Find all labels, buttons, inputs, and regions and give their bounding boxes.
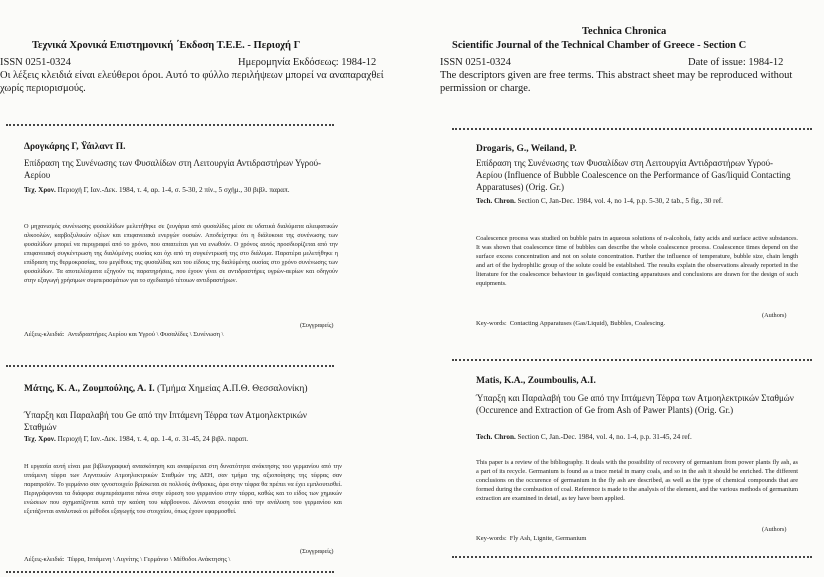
keywords-label: Λέξεις-κλειδιά: [24, 556, 65, 563]
keywords-text: Τέφρα, Ιπτάμενη \ Λιγνίτης \ Γερμάνιο \ Μέθοδοι Ανάκτησης \ [67, 556, 231, 563]
ref-detail: Περιοχή Γ, Ιαν.-Δεκ. 1984, τ. 4, αρ. 1-4, σ. 31-45, 24 βιβλ. παραπ. [57, 435, 249, 443]
keywords-text: Αντιδραστήρες Αερίου και Υγρού \ Φυσαλίδες \ Συνένωση \ [67, 331, 224, 338]
entry-reference [24, 434, 354, 445]
entry-abstract: Η εργασία αυτή είναι μια βιβλιογραφική ανασκόπηση και αναφέρεται στη δυνατότητα ανάκτησης του γερμανίου από την ιπτάμενη τέφρα των Λιγνιτικών Ατμοηλεκτρικών Σταθμών της ΔΕΗ, σαν τμήμα της αξιοποίησης της τέφρας σαν παραπροϊόν. Το γερμάνιο σαν ιχνοστοιχείο βρίσκεται σε πολλούς άνθρακες, άρα στην τέφρα θα πρέπει να έχει εμπλουτισθεί. Περιγράφονται τα διάφορα συμπεράσματα πάνω στην εύρεση του γερμανίου στην τέφρα, καθώς και το είδος των χημικών ενώσεων που σχηματίζονται κατά την καύση του κάρβουνου. Δίνονται στοιχεία από την ανάλυση του γερμανίου και εξετάζονται αναλυτικά οι μέθοδοι εξαγωγής του στοιχείου, όπως έχουν εφαρμοσθεί. [24, 463, 342, 515]
entry-signature: (Συγγραφείς) [300, 322, 334, 329]
divider [6, 365, 334, 367]
english-abstract-sheet [412, 0, 824, 577]
entry-keywords [24, 331, 223, 338]
issn: ISSN 0251-0324 [0, 57, 71, 68]
entry-signature: (Authors) [762, 526, 787, 533]
entry-authors: Drogaris, G., Weiland, P. [476, 144, 577, 154]
issue-date: Date of issue: 1984-12 [688, 57, 784, 68]
entry-title: Επίδραση της Συνένωσης των Φυσαλίδων στη Λειτουργία Αντιδραστήρων Υγρού-Αερίου (Influence of Bubble Coalescence on the Performance of Gas/liquid Contacting Apparatuses) (Orig. Gr.) [476, 158, 791, 192]
entry-keywords [476, 535, 586, 542]
authors-affiliation: (Τμήμα Χημείας Α.Π.Θ. Θεσσαλονίκη) [157, 384, 308, 394]
ref-detail: Section C, Jan.-Dec. 1984, vol. 4, no. 1-4, p.p. 31-45, 24 ref. [517, 433, 692, 441]
entry-authors: Δρογκάρης Γ, Ϋάιλαντ Π. [24, 142, 126, 152]
entry-keywords [476, 320, 665, 327]
keywords-text: Fly Ash, Lignite, Germanium [509, 535, 587, 542]
divider [452, 359, 812, 361]
header-note: The descriptors given are free terms. This abstract sheet may be reproduced without permission or charge. [440, 70, 793, 94]
ref-detail: Περιοχή Γ, Ιαν.-Δεκ. 1984, τ. 4, αρ. 1-4, σ. 5-30, 2 πίν., 5 σχήμ., 30 βιβλ. παραπ. [57, 186, 290, 194]
ref-label: Τεχ. Χρον. [24, 435, 56, 443]
entry-signature: (Συγγραφείς) [300, 548, 334, 555]
entry-signature: (Authors) [762, 312, 787, 319]
issn: ISSN 0251-0324 [440, 57, 511, 68]
issue-date: Ημερομηνία Εκδόσεως: 1984-12 [238, 57, 377, 68]
keywords-text: Contacting Apparatuses (Gas/Liquid), Bubbles, Coalescing. [509, 320, 666, 327]
header-note: Οι λέξεις κλειδιά είναι ελεύθεροι όροι. Αυτό το φύλλο περιλήψεων μπορεί να αναπαραχθεί χωρίς περιορισμούς. [0, 70, 384, 94]
entry-reference [476, 196, 796, 207]
ref-label: Tech. Chron. [476, 197, 516, 205]
divider [6, 571, 334, 573]
journal-title: Τεχνικά Χρονικά Επιστημονική ΄Εκδοση Τ.Ε.Ε. - Περιοχή Γ [32, 40, 301, 51]
entry-abstract: This paper is a review of the bibliography. It deals with the possibility of recovery of germanium from power plants fly ash, as a part of its recycle. Germanium is found as a trace metal in many coals, and so in the ash it should be enriched. The different conclusions on the occurence of germanium in the fly ash are described, as well as the type of chemical compounds that are formed during the combustion of coal. Reference is made to the analysis of the element, and the various methods of germanium extraction are examined in detail, as tey have been applied. [476, 459, 798, 502]
authors-names: Μάτης, Κ. Α., Ζουμπούλης, Α. Ι. [24, 384, 155, 394]
ref-label: Tech. Chron. [476, 433, 516, 441]
keywords-label: Key-words: [476, 320, 507, 327]
divider [452, 128, 812, 130]
ref-detail: Section C, Jan-Dec. 1984, vol. 4, no 1-4, p.p. 5-30, 2 tab., 5 fig., 30 ref. [517, 197, 723, 205]
keywords-label: Λέξεις-κλειδιά: [24, 331, 65, 338]
entry-title: Επίδραση της Συνένωσης των Φυσαλίδων στη Λειτουργία Αντιδραστήρων Υγρού-Αερίου [24, 158, 322, 180]
entry-reference [476, 432, 806, 443]
divider [452, 556, 812, 558]
journal-name: Technica Chronica [582, 26, 667, 37]
entry-title: Ύπαρξη και Παραλαβή του Ge από την Ιπτάμενη Τέφρα των Ατμοηλεκτρικών Σταθμών [24, 410, 307, 432]
entry-abstract: Coalescence process was studied on bubble pairs in aqueous solutions of n-alcohols, fatty acids and surface active substances. It was shown that coalescence time of bubbles can describe the whole coalescence process. Coalescence times depend on the surface excess concentration and not on solute concentration. Further the influence of temperature, bubble size, chain length and art of the hydrophilic group of the solute could be established. The results explain the observations already reported in the literature for the coalescence behaviour in gas/liquid contacting apparatuses and conclusions are drawn for the design of such equipments. [476, 235, 798, 287]
journal-subtitle: Scientific Journal of the Technical Chamber of Greece - Section C [452, 40, 747, 51]
keywords-label: Key-words: [476, 535, 507, 542]
entry-abstract: Ο μηχανισμός συνένωσης φυσαλλίδων μελετήθηκε σε ζευγάρια από φυσαλίδες μέσα σε υδατικά διαλύματα αλειφατικών αλκοολών, καρβοξυλικών οξέων και επιφανειακά ενεργών ουσιών. Αποδείχτηκε ότι η διάλυκοια της συνένωσης των φυσαλίδων μπορεί να περιγραφεί από το χρόνο, που απαιτείται για να ενωθούν. Ο χρόνος αυτός προσδιορίζεται από την επιφανειακή συγκέντρωση της διαλύμένης ουσίας και όχι από τη συγκέντρωσή της στο διάλυμα. Παρατέρα μελετήθηκε η επίδραση της θερμοκρασίας, του μεγέθους της φυσαλίδας και του είδους της διαλύμένης ουσίας στο χρόνο συνένωσης των φυσαλίδων. Τα αποτελέσματα εξηγούν τις παρατηρήσεις, που έχουν γίνει σε αντιδραστήρες υγρών-αερίων και οδηγούν στην εξαγωγή χρήσιμων συμπερασμάτων για το σχεδιασμό τέτοιων αντιδραστήρων. [24, 223, 338, 284]
entry-authors: Matis, K.A., Zoumboulis, A.I. [476, 376, 596, 386]
entry-title: Ύπαρξη και Παραλαβή του Ge από την Ιπτάμενη Τέφρα των Ατμοηλεκτρικών Σταθμών (Occurence and Extraction of Ge from Ash of Pawer Plants) (Orig. Gr.) [476, 393, 794, 415]
divider [6, 124, 334, 126]
entry-reference [24, 185, 336, 196]
entry-authors [24, 384, 308, 394]
entry-keywords [24, 556, 230, 563]
ref-label: Τεχ. Χρον. [24, 186, 56, 194]
